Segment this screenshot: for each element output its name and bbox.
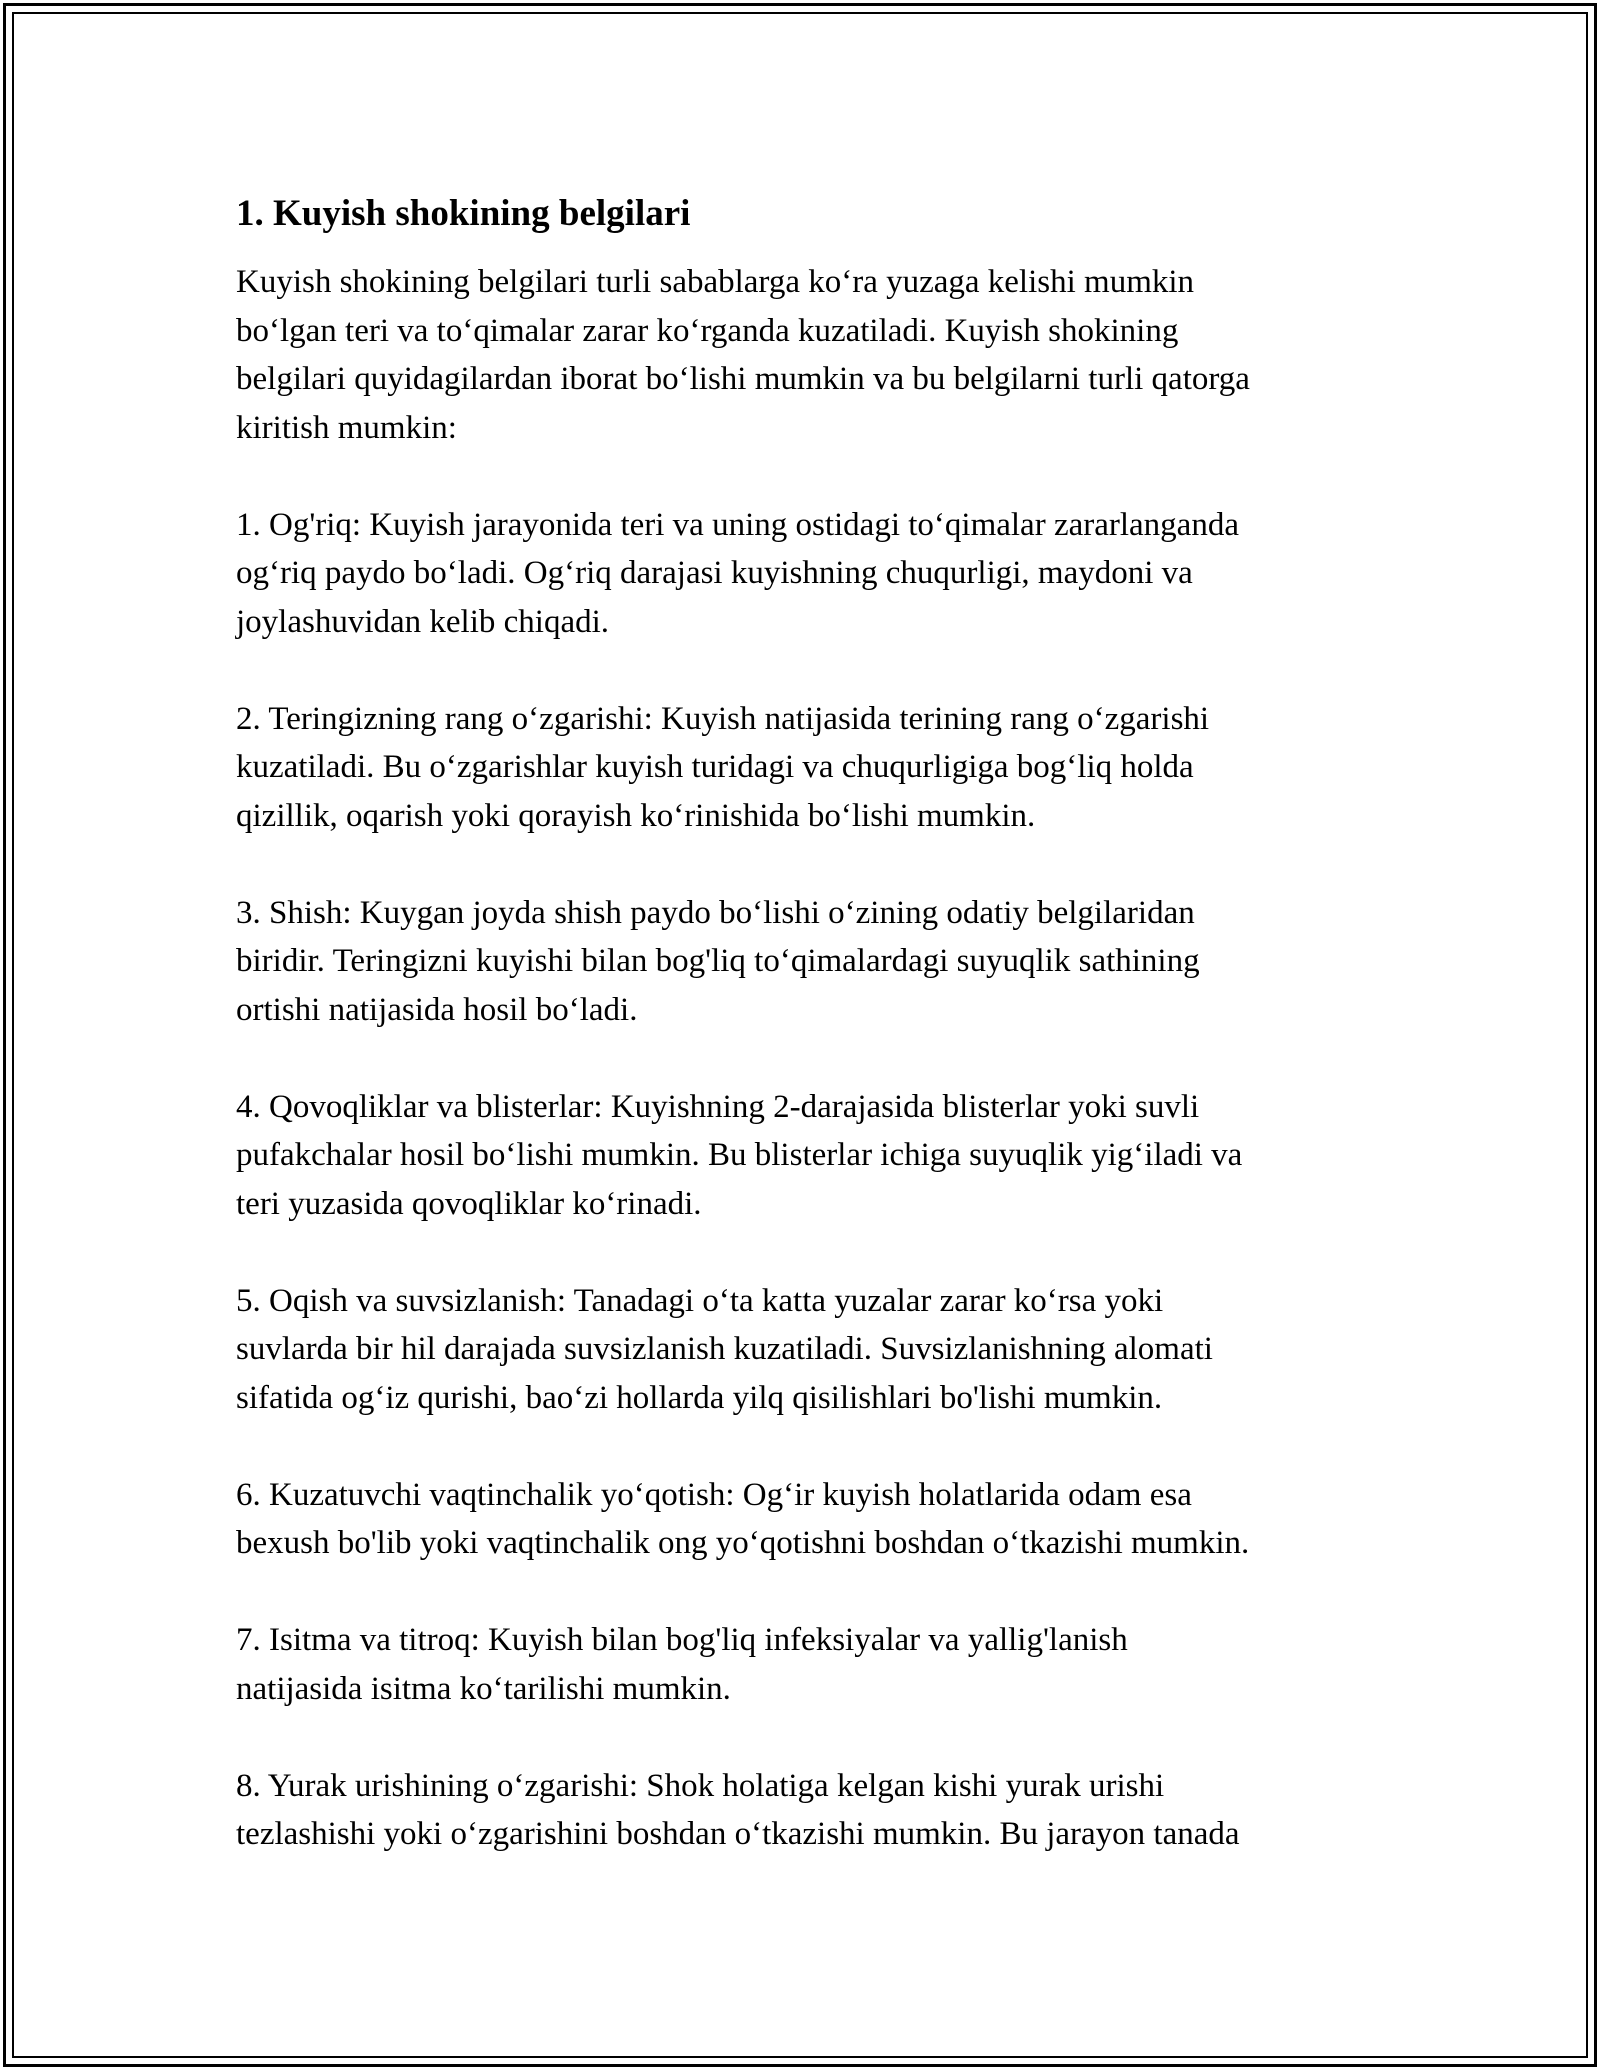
text-line: teri yuzasida qovoqliklar koʻrinadi. (236, 1185, 702, 1222)
text-line: tezlashishi yoki oʻzgarishini boshdan oʻtkazishi mumkin. Bu jarayon tanada (236, 1816, 1240, 1852)
text-line: suvlarda bir hil darajada suvsizlanish kuzatiladi. Suvsizlanishning alomati (236, 1331, 1213, 1367)
text-line: 4. Qovoqliklar va blisterlar: Kuyishning 2-darajasida blisterlar yoki suvli (236, 1088, 1200, 1125)
text-line: ogʻriq paydo boʻladi. Ogʻriq darajasi kuyishning chuqurligi, maydoni va (236, 555, 1193, 591)
section-heading: 1. Kuyish shokining belgilari (236, 193, 691, 234)
text-line: qizillik, oqarish yoki qorayish koʻrinishida boʻlishi mumkin. (236, 797, 1036, 834)
text-line: belgilari quyidagilardan iborat boʻlishi mumkin va bu belgilarni turli qatorga (236, 361, 1250, 397)
text-line: joylashuvidan kelib chiqadi. (236, 603, 610, 640)
text-line: 3. Shish: Kuygan joyda shish paydo boʻlishi oʻzining odatiy belgilaridan (236, 894, 1195, 931)
text-line: Kuyish shokining belgilari turli sabablarga koʻra yuzaga kelishi mumkin (236, 264, 1195, 300)
paragraph-item-8 (236, 1762, 1396, 1859)
text-line: kiritish mumkin: (236, 409, 457, 446)
paragraph-item-4 (236, 1083, 1396, 1229)
paragraph-intro (236, 258, 1396, 452)
text-line: natijasida isitma koʻtarilishi mumkin. (236, 1670, 731, 1707)
text-line: boʻlgan teri va toʻqimalar zarar koʻrganda kuzatiladi. Kuyish shokining (236, 312, 1179, 349)
text-line: 1. Og'riq: Kuyish jarayonida teri va uning ostidagi toʻqimalar zararlanganda (236, 506, 1239, 543)
text-line: kuzatiladi. Bu oʻzgarishlar kuyish turidagi va chuqurligiga bogʻliq holda (236, 749, 1194, 785)
document-body (236, 190, 1396, 1907)
paragraph-item-2 (236, 695, 1396, 841)
text-line: 6. Kuzatuvchi vaqtinchalik yoʻqotish: Ogʻir kuyish holatlarida odam esa (236, 1476, 1192, 1513)
paragraph-item-3 (236, 889, 1396, 1035)
text-line: 8. Yurak urishining oʻzgarishi: Shok holatiga kelgan kishi yurak urishi (236, 1767, 1165, 1804)
text-line: 5. Oqish va suvsizlanish: Tanadagi oʻta katta yuzalar zarar koʻrsa yoki (236, 1282, 1164, 1319)
text-line: 7. Isitma va titroq: Kuyish bilan bog'liq infeksiyalar va yallig'lanish (236, 1622, 1128, 1658)
text-line: bexush bo'lib yoki vaqtinchalik ong yoʻqotishni boshdan oʻtkazishi mumkin. (236, 1525, 1250, 1561)
text-line: ortishi natijasida hosil boʻladi. (236, 991, 638, 1028)
text-line: sifatida ogʻiz qurishi, baoʻzi hollarda yilq qisilishlari bo'lishi mumkin. (236, 1379, 1163, 1416)
paragraph-item-1 (236, 501, 1396, 647)
paragraph-item-5 (236, 1277, 1396, 1423)
text-line: 2. Teringizning rang oʻzgarishi: Kuyish natijasida terining rang oʻzgarishi (236, 700, 1210, 737)
paragraph-item-6 (236, 1471, 1396, 1568)
paragraph-item-7 (236, 1616, 1396, 1713)
text-line: pufakchalar hosil boʻlishi mumkin. Bu blisterlar ichiga suyuqlik yigʻiladi va (236, 1137, 1243, 1173)
text-line: biridir. Teringizni kuyishi bilan bog'liq toʻqimalardagi suyuqlik sathining (236, 943, 1200, 979)
